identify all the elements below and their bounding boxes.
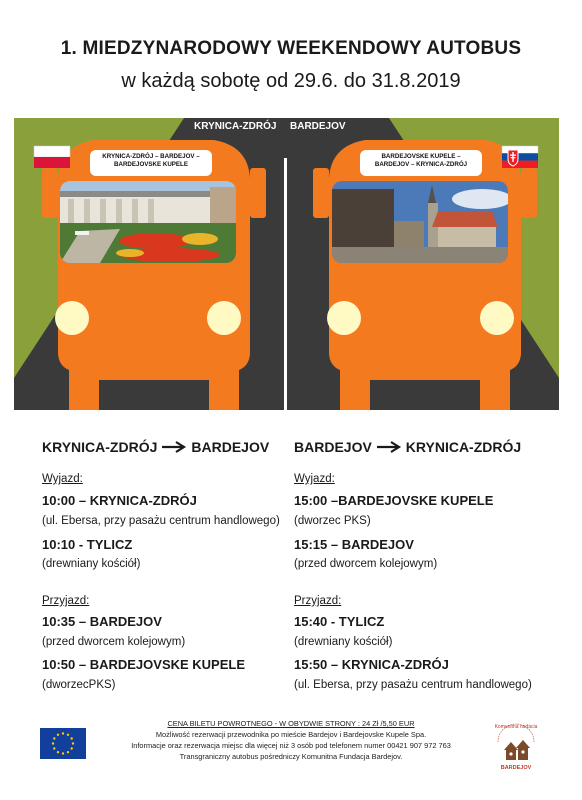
route-bardejov-to-krynica (294, 438, 574, 691)
arrow-right-icon (161, 441, 187, 453)
bardejov-photo (332, 181, 508, 263)
stop-note: (dworzecPKS) (42, 679, 116, 691)
headlight-left (55, 301, 89, 335)
arrival-label: Przyjazd: (294, 595, 342, 607)
route-heading: KRYNICA-ZDRÓJ BARDEJOV (42, 439, 270, 455)
community-foundation-logo (492, 720, 540, 772)
stop-note: (ul. Ebersa, przy pasażu centrum handlowego) (294, 679, 532, 691)
stop-note: (przed dworcem kolejowym) (294, 558, 438, 570)
arrival-stop: 10:35 – BARDEJOV (42, 614, 162, 629)
svg-text:BARDEJOV: BARDEJOV (500, 765, 532, 771)
stop-note: (przed dworcem kolejowym) (42, 636, 186, 648)
headlight-right (207, 301, 241, 335)
arrival-stop: 15:40 - TYLICZ (294, 614, 385, 629)
stop-note: (dworzec PKS) (294, 515, 371, 527)
arrival-stop: 15:50 – KRYNICA-ZDRÓJ (294, 657, 449, 672)
departure-stop: 10:10 - TYLICZ (42, 537, 133, 552)
route-krynica-to-bardejov (42, 438, 322, 691)
arrival-stop: 10:50 – BARDEJOVSKE KUPELE (42, 657, 246, 672)
departure-stop: 15:00 –BARDEJOVSKE KUPELE (294, 493, 494, 508)
headlight-right (480, 301, 514, 335)
departure-stop: 10:00 – KRYNICA-ZDRÓJ (42, 493, 197, 508)
arrow-right-icon (376, 441, 402, 453)
road-label-krynica: KRYNICA-ZDRÓJ (194, 121, 277, 132)
footer-organizer-note: Transgraniczny autobus pośredniczy Komunitna Fundacja Bardejov. (179, 752, 403, 762)
poland-flag-icon (32, 144, 72, 170)
poster-title: 1. MIEDZYNARODOWY WEEKENDOWY AUTOBUS (60, 38, 522, 59)
road-center-line (284, 158, 287, 410)
footer-info (100, 718, 482, 762)
bus-destination-sign-left: KRYNICA-ZDRÓJ – BARDEJOV – BARDEJOVSKE KUPELE (90, 150, 212, 176)
slovakia-flag-icon (500, 144, 540, 170)
svg-text:Komunitná nadácia: Komunitná nadácia (494, 724, 538, 730)
stop-note: (ul. Ebersa, przy pasażu centrum handlowego) (42, 515, 280, 527)
krynica-photo (60, 181, 236, 263)
departure-label: Wyjazd: (294, 473, 335, 485)
footer-reservation-note: Informacje oraz rezerwacja miejsc dla więcej niż 3 osób pod telefonem numer 00421 907 972 763 (131, 741, 451, 751)
arrival-label: Przyjazd: (42, 595, 90, 607)
stop-note: (drewniany kościół) (294, 636, 393, 648)
ticket-price: CENA BILETU POWROTNEGO - W OBYDWIE STRONY : 24 Zł /5,50 EUR (167, 719, 415, 728)
road-label-bardejov: BARDEJOV (290, 121, 346, 132)
footer-guide-note: Możliwość rezerwacji przewodnika po mieście Bardejov i Bardejovske Kupele Spa. (155, 730, 427, 740)
bus-destination-sign-right: BARDEJOVSKE KUPELE – BARDEJOV – KRYNICA-ZDRÓJ (360, 150, 482, 176)
eu-flag-icon (40, 728, 86, 759)
departure-label: Wyjazd: (42, 473, 83, 485)
route-heading: BARDEJOV KRYNICA-ZDRÓJ (294, 439, 522, 455)
poster-subtitle: w każdą sobotę od 29.6. do 31.8.2019 (121, 70, 461, 92)
stop-note: (drewniany kościół) (42, 558, 141, 570)
headlight-left (327, 301, 361, 335)
departure-stop: 15:15 – BARDEJOV (294, 537, 414, 552)
